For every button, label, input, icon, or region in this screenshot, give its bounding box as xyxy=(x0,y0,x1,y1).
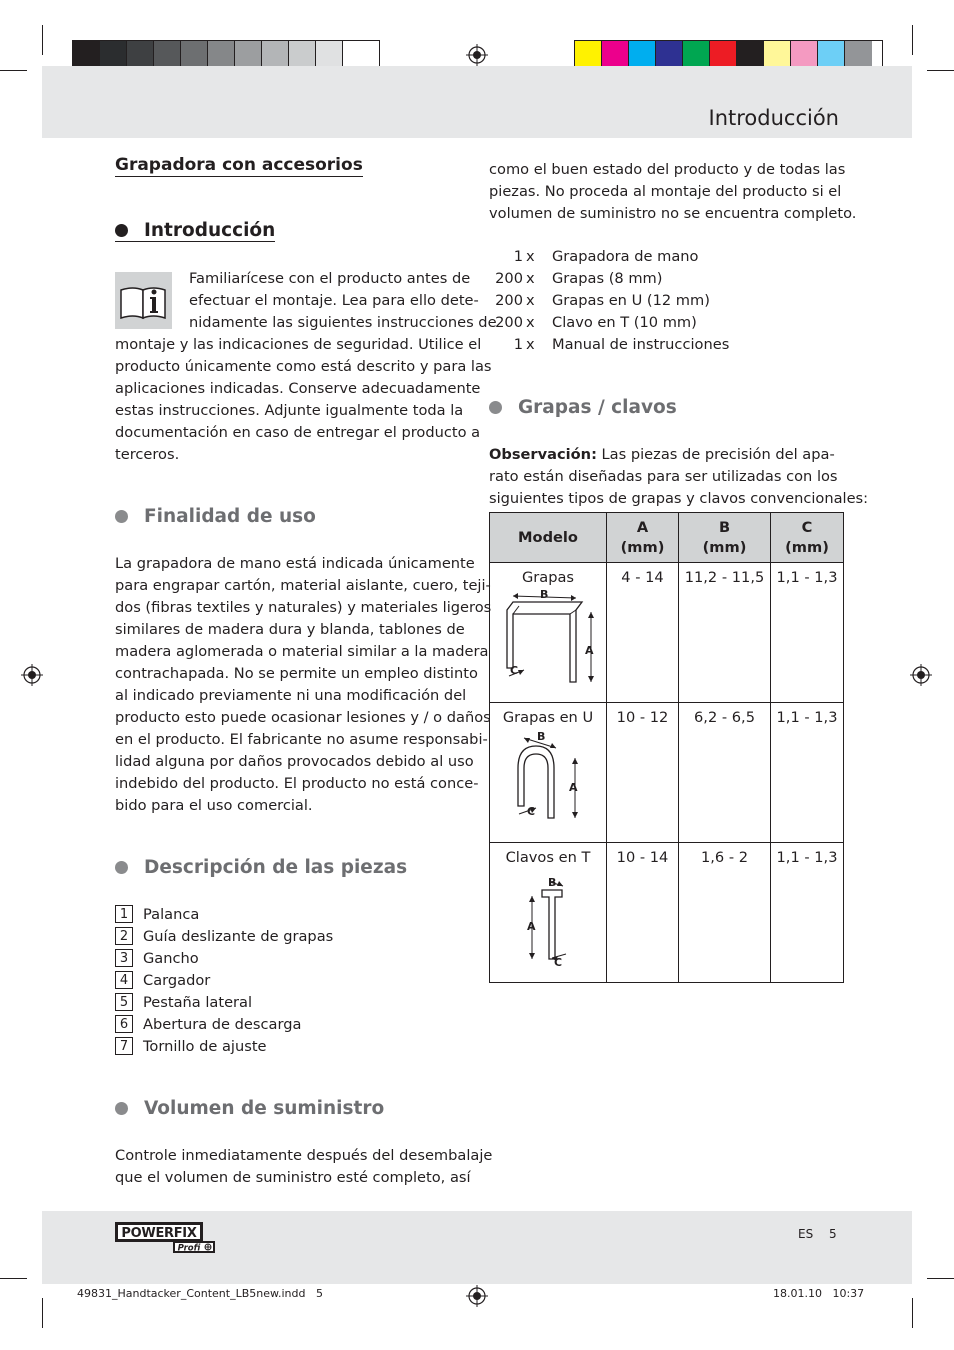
intro-line: aplicaciones indicadas. Conserve adecuadamente xyxy=(115,380,481,397)
color-swatch xyxy=(683,41,710,68)
table-row xyxy=(490,703,844,843)
b-cell: 6,2 - 6,5 xyxy=(679,703,771,843)
bullet-icon xyxy=(115,861,128,874)
purpose-line: producto esto puede ocasionar lesiones y / o daños xyxy=(115,709,491,726)
part-label: Gancho xyxy=(143,949,199,967)
color-swatch xyxy=(235,41,262,68)
supply-label: Grapadora de mano xyxy=(552,248,699,265)
part-number: 7 xyxy=(115,1037,133,1055)
table-header-row xyxy=(490,513,844,563)
purpose-line: para engrapar cartón, material aislante, cuero, teji- xyxy=(115,577,491,594)
parts-list xyxy=(115,903,333,1057)
color-swatches xyxy=(575,41,872,68)
dim-label-a: A xyxy=(585,644,594,657)
part-number: 2 xyxy=(115,927,133,945)
header-text: Modelo xyxy=(518,528,578,546)
dim-label-a: A xyxy=(569,781,578,794)
intro-line: producto únicamente como está descrito y para las xyxy=(115,358,492,375)
c-cell: 1,1 - 1,3 xyxy=(771,563,844,703)
c-cell: 1,1 - 1,3 xyxy=(771,703,844,843)
color-swatch xyxy=(737,41,764,68)
footer-page-number: 5 xyxy=(829,1227,837,1241)
color-swatch xyxy=(127,41,154,68)
flat-staple-diagram-icon xyxy=(490,586,606,688)
color-swatch xyxy=(629,41,656,68)
dim-label-c: C xyxy=(527,805,536,818)
color-swatch xyxy=(764,41,791,68)
note-line: siguientes tipos de grapas y clavos convencionales: xyxy=(489,490,869,507)
registration-mark-icon xyxy=(466,1285,488,1307)
column-header-a xyxy=(607,513,679,563)
staple-spec-table xyxy=(489,512,844,983)
section-heading-text: Introducción xyxy=(144,220,276,241)
model-cell xyxy=(490,563,607,703)
purpose-line: indebido del producto. El producto no está conce- xyxy=(115,775,479,792)
part-label: Tornillo de ajuste xyxy=(143,1037,267,1055)
parts-list-item xyxy=(115,1013,333,1035)
dim-label-b: B xyxy=(540,588,549,601)
column-header-modelo xyxy=(490,513,607,563)
purpose-line: madera aglomerada o material similar a la madera xyxy=(115,643,489,660)
table-row xyxy=(490,563,844,703)
dim-label-b: B xyxy=(537,730,546,743)
supply-list-item xyxy=(493,290,729,312)
color-swatch xyxy=(818,41,845,68)
note-label: Observación: xyxy=(489,446,597,463)
note-text: Las piezas de precisión del apa- xyxy=(596,446,835,463)
supply-qty: 200 xyxy=(495,270,523,287)
supply-line: Controle inmediatamente después del desembalaje xyxy=(115,1147,493,1164)
color-swatch xyxy=(208,41,235,68)
purpose-line: al indicado previamente ni una modificación del xyxy=(115,687,467,704)
header-unit: (mm) xyxy=(702,538,747,556)
model-cell xyxy=(490,843,607,983)
intro-line: nidamente las siguientes instrucciones de xyxy=(189,314,497,331)
registration-mark-icon xyxy=(21,664,43,686)
section-heading-text: Volumen de suministro xyxy=(144,1098,385,1119)
supply-x: x xyxy=(526,248,535,265)
color-swatch xyxy=(575,41,602,68)
a-cell: 4 - 14 xyxy=(607,563,679,703)
parts-list-item xyxy=(115,947,333,969)
logo-sub-text: Profi xyxy=(177,1243,201,1254)
color-swatch xyxy=(845,41,872,68)
supply-x: x xyxy=(526,292,535,309)
bullet-icon xyxy=(489,401,502,414)
column-header-c xyxy=(771,513,844,563)
parts-list-item xyxy=(115,991,333,1013)
part-number: 3 xyxy=(115,949,133,967)
table-row xyxy=(490,843,844,983)
supply-qty: 200 xyxy=(495,314,523,331)
crop-mark xyxy=(0,1278,27,1279)
color-swatch xyxy=(73,41,100,68)
color-swatch xyxy=(316,41,343,68)
registration-mark-icon xyxy=(910,664,932,686)
page-header-title: Introducción xyxy=(708,106,839,130)
supply-qty: 1 xyxy=(513,248,523,265)
part-number: 4 xyxy=(115,971,133,989)
supply-label: Manual de instrucciones xyxy=(552,336,730,353)
intro-line: estas instrucciones. Adjunte igualmente toda la xyxy=(115,402,464,419)
part-label: Palanca xyxy=(143,905,200,923)
purpose-line: La grapadora de mano está indicada únicamente xyxy=(115,555,475,572)
supply-list-item xyxy=(493,246,729,268)
section-heading-descripcion xyxy=(115,857,407,878)
column-header-b xyxy=(679,513,771,563)
info-book-icon xyxy=(115,272,172,329)
section-heading-text: Grapas / clavos xyxy=(518,397,677,418)
purpose-line: dos (fibras textiles y naturales) y materiales ligeros xyxy=(115,599,492,616)
model-name: Grapas xyxy=(521,569,575,586)
supply-qty: 200 xyxy=(495,292,523,309)
crop-mark xyxy=(912,25,913,55)
parts-list-item xyxy=(115,1035,333,1057)
footer-language: ES xyxy=(798,1227,814,1241)
crop-mark xyxy=(42,25,43,55)
a-cell: 10 - 12 xyxy=(607,703,679,843)
crop-mark xyxy=(927,1278,954,1279)
footer-date-info: 18.01.10 10:37 xyxy=(773,1287,865,1300)
color-swatch xyxy=(710,41,737,68)
color-swatch xyxy=(181,41,208,68)
powerfix-logo xyxy=(115,1222,217,1254)
t-nail-diagram-icon xyxy=(490,866,606,968)
crop-mark xyxy=(927,70,954,71)
a-cell: 10 - 14 xyxy=(607,843,679,983)
supply-x: x xyxy=(526,336,535,353)
color-swatch xyxy=(100,41,127,68)
part-label: Cargador xyxy=(143,971,211,989)
supply-list-item xyxy=(493,268,729,290)
crop-mark xyxy=(42,1298,43,1328)
parts-list-item xyxy=(115,903,333,925)
crop-mark xyxy=(0,70,27,71)
document-title: Grapadora con accesorios xyxy=(115,155,363,175)
supply-label: Grapas en U (12 mm) xyxy=(552,292,710,309)
color-swatch xyxy=(791,41,818,68)
purpose-line: contrachapada. No se permite un empleo distinto xyxy=(115,665,478,682)
supply-list-item xyxy=(493,334,729,356)
color-swatch xyxy=(154,41,181,68)
parts-list-item xyxy=(115,925,333,947)
supply-continued-line: volumen de suministro no se encuentra completo. xyxy=(489,205,857,222)
c-cell: 1,1 - 1,3 xyxy=(771,843,844,983)
color-swatch xyxy=(602,41,629,68)
part-label: Guía deslizante de grapas xyxy=(143,927,334,945)
intro-line: Familiarícese con el producto antes de xyxy=(189,270,471,287)
color-swatch xyxy=(262,41,289,68)
supply-continued-line: piezas. No proceda al montaje del producto si el xyxy=(489,183,842,200)
intro-line: terceros. xyxy=(115,446,180,463)
note-line xyxy=(489,444,835,466)
header-text: A xyxy=(636,518,649,536)
supply-list xyxy=(493,246,729,356)
header-unit: (mm) xyxy=(785,538,829,556)
dim-label-c: C xyxy=(554,956,563,968)
logo-brand-text: POWERFIX xyxy=(121,1226,197,1241)
supply-continued-line: como el buen estado del producto y de todas las xyxy=(489,161,846,178)
part-label: Abertura de descarga xyxy=(143,1015,302,1033)
supply-x: x xyxy=(526,270,535,287)
dim-label-a: A xyxy=(527,920,536,933)
model-name: Grapas en U xyxy=(502,709,594,726)
intro-line: documentación en caso de entregar el producto a xyxy=(115,424,481,441)
b-cell: 11,2 - 11,5 xyxy=(679,563,771,703)
color-swatch xyxy=(289,41,316,68)
part-number: 6 xyxy=(115,1015,133,1033)
header-text: B xyxy=(718,518,731,536)
part-number: 1 xyxy=(115,905,133,923)
supply-label: Grapas (8 mm) xyxy=(552,270,663,287)
supply-label: Clavo en T (10 mm) xyxy=(552,314,697,331)
dim-label-b: B xyxy=(548,876,557,889)
section-heading-text: Descripción de las piezas xyxy=(144,857,408,878)
supply-list-item xyxy=(493,312,729,334)
section-heading-finalidad xyxy=(115,506,316,527)
supply-x: x xyxy=(526,314,535,331)
bullet-icon xyxy=(115,510,128,523)
crop-mark xyxy=(912,1298,913,1328)
b-cell: 1,6 - 2 xyxy=(679,843,771,983)
gray-swatches xyxy=(73,41,370,68)
section-heading-volumen xyxy=(115,1098,384,1119)
header-text: C xyxy=(801,518,813,536)
color-swatch xyxy=(656,41,683,68)
u-staple-diagram-icon xyxy=(490,726,606,828)
header-unit: (mm) xyxy=(620,538,665,556)
dim-label-c: C xyxy=(510,664,519,677)
note-line: rato están diseñadas para ser utilizadas con los xyxy=(489,468,838,485)
purpose-line: similares de madera dura y blanda, tablones de xyxy=(115,621,465,638)
bullet-icon xyxy=(115,224,128,237)
purpose-line: bido para el uso comercial. xyxy=(115,797,313,814)
bullet-icon xyxy=(115,1102,128,1115)
purpose-line: en el producto. El fabricante no asume responsabi- xyxy=(115,731,488,748)
part-label: Pestaña lateral xyxy=(143,993,253,1011)
section-heading-grapas xyxy=(489,397,677,418)
section-heading-text: Finalidad de uso xyxy=(144,506,316,527)
section-heading-introduccion xyxy=(115,220,275,242)
model-cell xyxy=(490,703,607,843)
supply-line: que el volumen de suministro esté completo, así xyxy=(115,1169,471,1186)
part-number: 5 xyxy=(115,993,133,1011)
footer-file-info: 49831_Handtacker_Content_LB5new.indd 5 xyxy=(77,1287,323,1300)
registration-mark-icon xyxy=(466,44,488,66)
model-name: Clavos en T xyxy=(505,849,591,866)
parts-list-item xyxy=(115,969,333,991)
intro-line: efectuar el montaje. Lea para ello dete- xyxy=(189,292,479,309)
intro-line: montaje y las indicaciones de seguridad. Utilice el xyxy=(115,336,482,353)
purpose-line: lidad alguna por daños provocados debido al uso xyxy=(115,753,474,770)
supply-qty: 1 xyxy=(513,336,523,353)
color-swatch xyxy=(343,41,370,68)
